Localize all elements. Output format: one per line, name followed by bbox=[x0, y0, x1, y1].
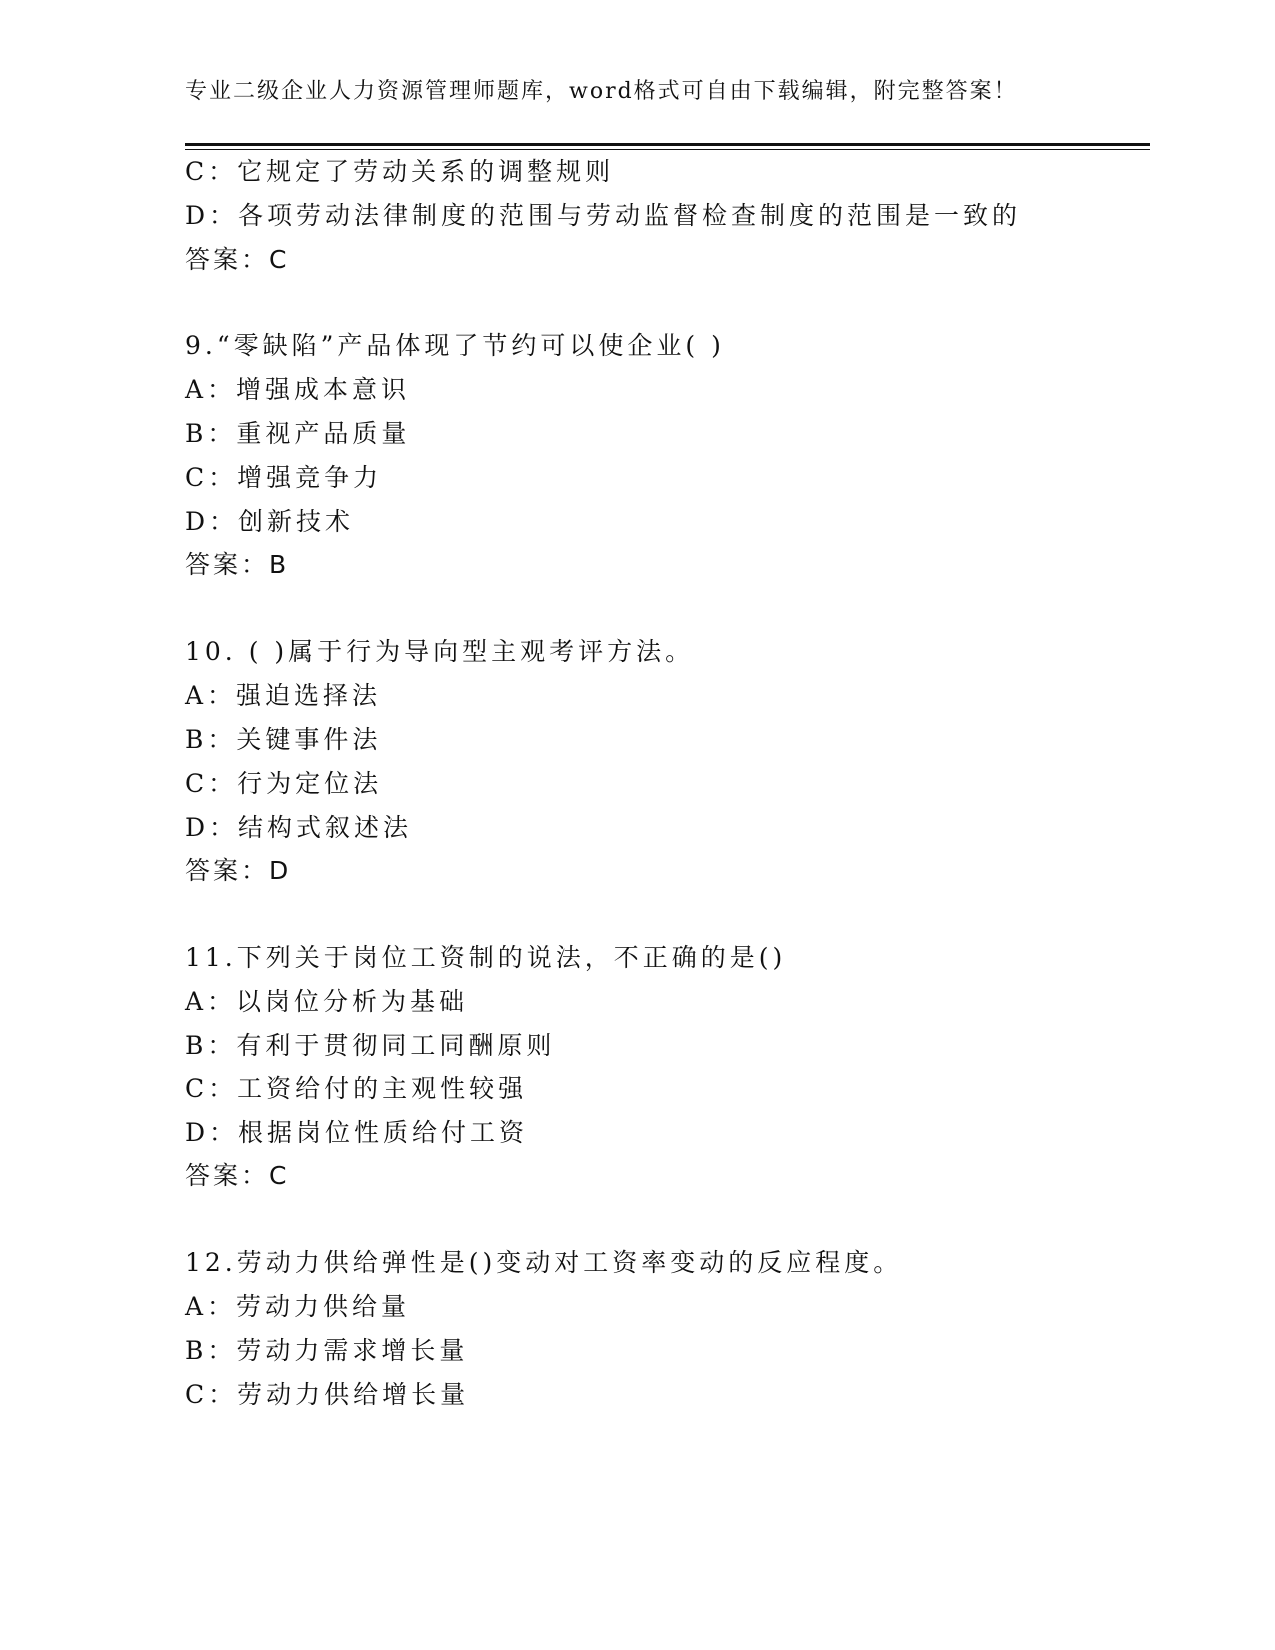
prev-option-d: D：各项劳动法律制度的范围与劳动监督检查制度的范围是一致的 bbox=[185, 201, 1022, 230]
question-9-stem: 9.“零缺陷”产品体现了节约可以使企业( ) bbox=[185, 331, 725, 360]
question-10-option-a: A：强迫选择法 bbox=[185, 681, 382, 710]
question-11-option-b: B：有利于贯彻同工同酬原则 bbox=[185, 1031, 556, 1060]
question-9-option-d: D：创新技术 bbox=[185, 507, 355, 536]
header-rule-thick bbox=[185, 143, 1150, 146]
question-12-option-c: C：劳动力供给增长量 bbox=[185, 1380, 470, 1409]
prev-option-c: C：它规定了劳动关系的调整规则 bbox=[185, 157, 615, 186]
question-11-option-c: C：工资给付的主观性较强 bbox=[185, 1074, 528, 1103]
question-9-option-b: B：重视产品质量 bbox=[185, 419, 411, 448]
question-10-stem: 10. ( )属于行为导向型主观考评方法。 bbox=[185, 637, 695, 666]
header-rule-thin bbox=[185, 149, 1150, 150]
question-11-option-a: A：以岗位分析为基础 bbox=[185, 987, 469, 1016]
question-10-option-d: D：结构式叙述法 bbox=[185, 813, 413, 842]
question-11-option-d: D：根据岗位性质给付工资 bbox=[185, 1118, 529, 1147]
question-11-answer: 答案：C bbox=[185, 1161, 290, 1190]
page-header: 专业二级企业人力资源管理师题库，word格式可自由下载编辑，附完整答案！ bbox=[185, 79, 1018, 104]
question-9-answer: 答案：B bbox=[185, 550, 290, 579]
question-9-option-a: A：增强成本意识 bbox=[185, 375, 411, 404]
question-11-stem: 11.下列关于岗位工资制的说法，不正确的是() bbox=[185, 943, 787, 972]
question-12-stem: 12.劳动力供给弹性是()变动对工资率变动的反应程度。 bbox=[185, 1248, 903, 1277]
question-10-option-b: B：关键事件法 bbox=[185, 725, 382, 754]
question-12-option-b: B：劳动力需求增长量 bbox=[185, 1336, 469, 1365]
prev-answer: 答案：C bbox=[185, 245, 290, 274]
question-10-option-c: C：行为定位法 bbox=[185, 769, 383, 798]
question-12-option-a: A：劳动力供给量 bbox=[185, 1292, 411, 1321]
question-10-answer: 答案：D bbox=[185, 856, 292, 885]
question-9-option-c: C：增强竞争力 bbox=[185, 463, 383, 492]
